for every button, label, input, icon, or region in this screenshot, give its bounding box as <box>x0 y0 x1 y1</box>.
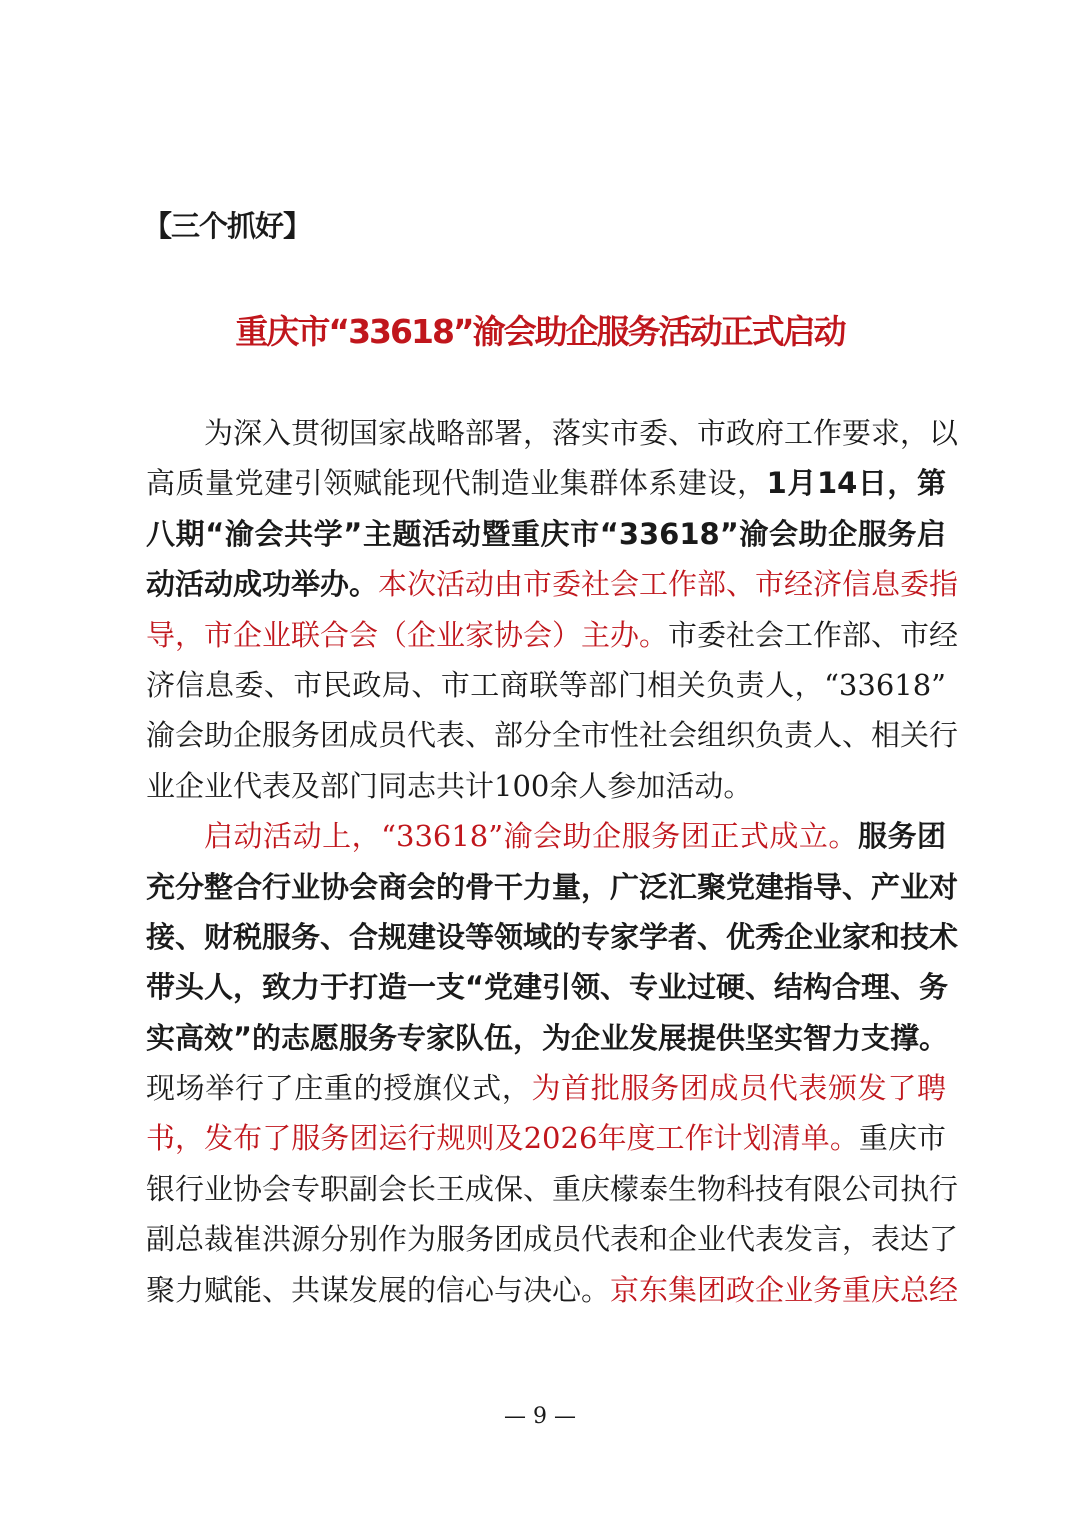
bold-text-span: 八期“渝会共学”主题活动暨重庆市“33618”渝会助企服务启 <box>146 516 946 551</box>
bold-text-span: 动活动成功举办。 <box>146 567 379 602</box>
text-span: 重庆市 <box>858 1121 946 1156</box>
p1-line-4 <box>146 559 959 609</box>
section-label: 【三个抓好】 <box>143 209 312 243</box>
text-span: 为深入贯彻国家战略部署，落实市委、市政府工作要求，以 <box>204 416 959 450</box>
text-span: 济信息委、市民政局、市工商联等部门相关负责人，“33618” <box>146 667 946 702</box>
red-text-span: 本次活动由市委社会工作部、市经济信息委指 <box>378 567 959 602</box>
p1-line-8 <box>146 761 946 811</box>
p1-line-6 <box>146 660 946 710</box>
bold-text-span: 1月14日，第 <box>766 466 946 501</box>
p2-line-9 <box>146 1214 959 1264</box>
red-text-span: 书，发布了服务团运行规则及2026年度工作计划清单。 <box>146 1121 859 1156</box>
p2-line-3 <box>146 912 959 962</box>
text-span: 副总裁崔洪源分别作为服务团成员代表和企业代表发言，表达了 <box>146 1222 959 1257</box>
p2-line-4 <box>146 962 949 1012</box>
p1-line-2 <box>146 458 946 508</box>
text-span: 聚力赋能、共谋发展的信心与决心。 <box>146 1272 611 1307</box>
p2-line-2 <box>146 862 959 912</box>
text-span: 现场举行了庄重的授旗仪式， <box>146 1071 532 1106</box>
red-text-span: 为首批服务团成员代表颁发了聘 <box>531 1071 946 1106</box>
p2-line-8 <box>146 1164 959 1214</box>
p2-line-7 <box>146 1113 946 1163</box>
bold-text-span: 实高效”的志愿服务专家队伍，为企业发展提供坚实智力支撑。 <box>146 1020 949 1055</box>
bold-text-span: 带头人，致力于打造一支“党建引领、专业过硬、结构合理、务 <box>146 970 949 1005</box>
p1-line-5 <box>146 610 959 660</box>
p2-line-6 <box>146 1063 946 1113</box>
bold-text-span: 充分整合行业协会商会的骨干力量，广泛汇聚党建指导、产业对 <box>146 869 959 904</box>
red-text-span: 启动活动上，“33618”渝会助企服务团正式成立。 <box>204 819 858 854</box>
text-span: 高质量党建引领赋能现代制造业集群体系建设， <box>146 466 767 501</box>
text-span: 业企业代表及部门同志共计100余人参加活动。 <box>146 768 753 803</box>
red-text-span: 导，市企业联合会（企业家协会）主办。 <box>146 617 669 652</box>
document-body <box>146 408 959 1315</box>
text-span: 渝会助企服务团成员代表、部分全市性社会组织负责人、相关行 <box>146 718 959 753</box>
text-span: 市委社会工作部、市经 <box>668 617 959 652</box>
document-title: 重庆市“33618”渝会助企服务活动正式启动 <box>235 312 845 351</box>
bold-text-span: 接、财税服务、合规建设等领域的专家学者、优秀企业家和技术 <box>146 919 959 954</box>
page-number: — 9 — <box>504 1404 576 1429</box>
p2-line-10 <box>146 1265 959 1315</box>
p1-line-7 <box>146 710 959 760</box>
p2-line-5 <box>146 1013 949 1063</box>
p1-line-3 <box>146 509 946 559</box>
red-text-span: 京东集团政企业务重庆总经 <box>610 1272 959 1307</box>
bold-text-span: 服务团 <box>857 819 946 854</box>
p2-line-1 <box>146 811 946 861</box>
text-span: 银行业协会专职副会长王成保、重庆檬泰生物科技有限公司执行 <box>146 1171 959 1206</box>
p1-line-1 <box>146 408 959 458</box>
